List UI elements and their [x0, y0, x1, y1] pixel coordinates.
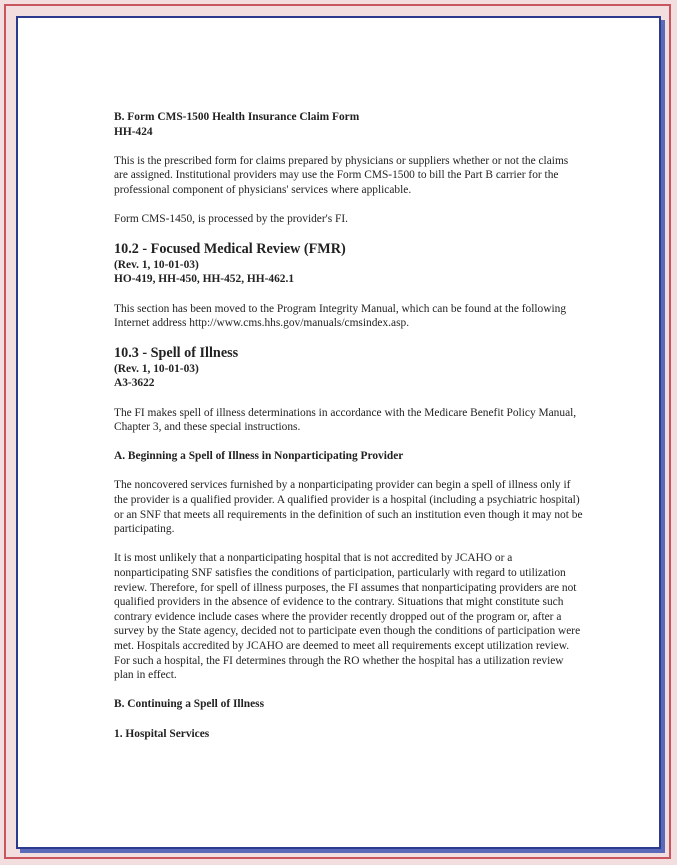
subsection-b-item1: 1. Hospital Services	[114, 727, 210, 740]
document-content	[114, 110, 584, 741]
section-10-2-para: This section has been moved to the Program Integrity Manual, which can be found at the following Internet address http://www.cms.hhs.gov/manuals/cmsindex.asp.	[114, 302, 567, 330]
section-b-heading: B. Form CMS-1500 Health Insurance Claim Form	[114, 111, 360, 123]
subsection-a-para1: The noncovered services furnished by a nonparticipating provider can begin a spell of illness only if the provider is a qualified provider. A qualified provider is a hospital (including a psychiatric hospital) or an SNF that meets all requirements in the definition of such an institution even though it may not be participating.	[114, 479, 583, 536]
section-b-para2: Form CMS-1450, is processed by the provider's FI.	[114, 213, 348, 226]
subsection-a-heading: A. Beginning a Spell of Illness in Nonparticipating Provider	[114, 450, 404, 463]
document-page	[16, 16, 661, 849]
section-b-code: HH-424	[114, 125, 153, 138]
section-10-2-rev: (Rev. 1, 10-01-03)	[114, 258, 199, 271]
subsection-b-heading: B. Continuing a Spell of Illness	[114, 698, 265, 711]
section-10-3-title: 10.3 - Spell of Illness	[114, 344, 239, 361]
section-10-3-para: The FI makes spell of illness determinations in accordance with the Medicare Benefit Policy Manual, Chapter 3, and these special instructions.	[114, 406, 577, 434]
section-b-para1: This is the prescribed form for claims prepared by physicians or suppliers whether or not the claims are assigned. Institutional providers may use the Form CMS-1500 to bill the Part B carrier for the professional component of physicians' services where applicable.	[114, 154, 569, 196]
section-10-3-rev: (Rev. 1, 10-01-03)	[114, 362, 199, 375]
section-10-2-title: 10.2 - Focused Medical Review (FMR)	[114, 240, 346, 257]
section-10-3-code: A3-3622	[114, 377, 155, 390]
subsection-a-para2: It is most unlikely that a nonparticipating hospital that is not accredited by JCAHO or a nonparticipating SNF satisfies the conditions of participation, particularly with regard to utilization review. Therefore, for spell of illness purposes, the FI assumes that nonparticipating providers are not qualified providers in the absence of evidence to the contrary. Situations that might constitute such contrary evidence include cases where the provider recently dropped out of the program or, after a survey by the State agency, decided not to participate even though the conditions of participation were met. Hospitals accredited by JCAHO are deemed to meet all requirements except utilization review. For such a hospital, the FI determines through the RO whether the hospital has a utilization review plan in effect.	[114, 552, 581, 682]
section-10-2-codes: HO-419, HH-450, HH-452, HH-462.1	[114, 273, 295, 286]
